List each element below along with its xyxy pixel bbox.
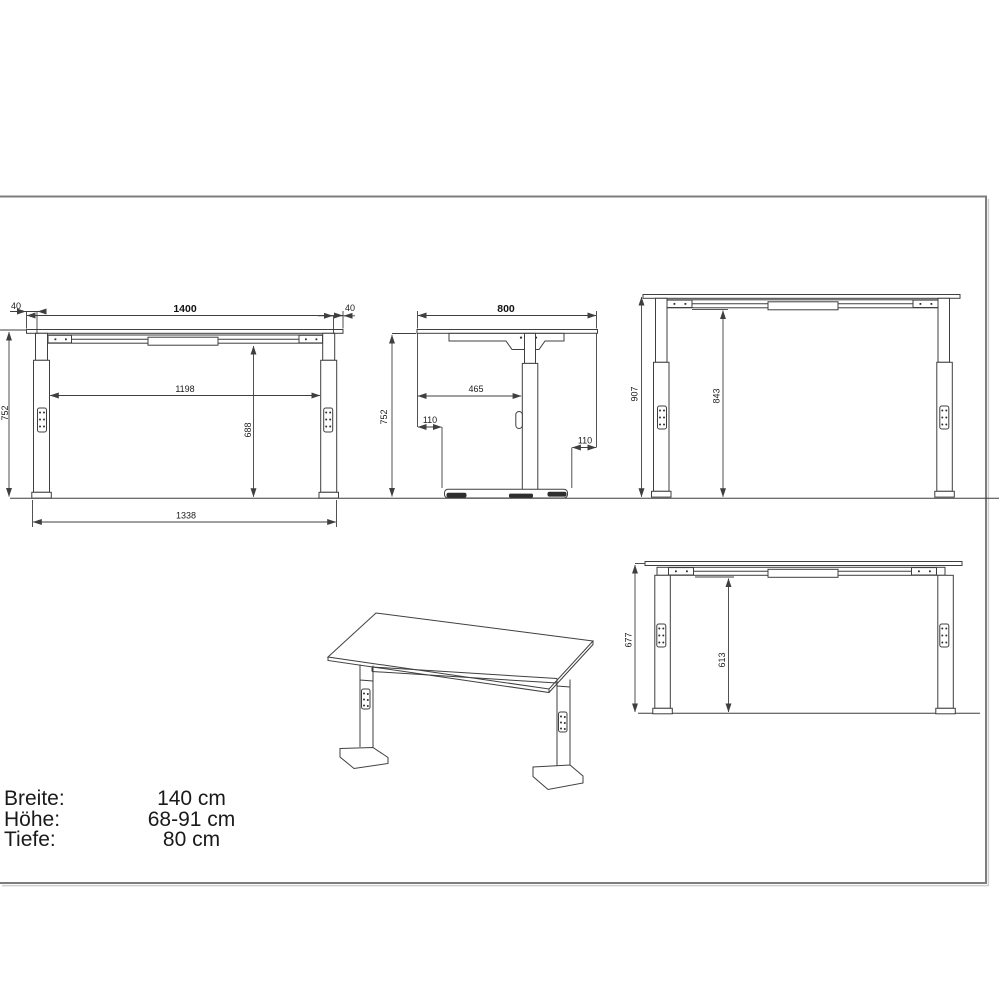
crank-handle [516, 412, 523, 429]
spec-row-hoehe [4, 807, 284, 831]
dim-label-overhang-left: 40 [10, 301, 22, 311]
dim-label-foot-inset-front: 110 [422, 415, 438, 425]
left-leg [652, 298, 672, 497]
dim-label-height: 752 [379, 409, 389, 425]
isometric-view [328, 613, 593, 790]
dim-label-inner-width: 1198 [175, 384, 195, 394]
side-view [379, 303, 598, 498]
spec-label: Breite: [4, 787, 65, 810]
frame-border [0, 196, 988, 887]
desk-top [645, 562, 962, 566]
left-leg [653, 575, 673, 714]
lowered-dimensions [624, 564, 735, 713]
raised-view [630, 295, 961, 498]
right-leg [935, 298, 955, 497]
dim-label-foot-span: 1338 [175, 510, 197, 521]
spec-row-tiefe [4, 830, 284, 851]
desk-top [643, 295, 960, 299]
dim-label-foot-inset-back: 110 [577, 435, 593, 446]
spec-table [4, 789, 284, 851]
dim-label-height-752: 752 [0, 405, 10, 421]
right-leg [319, 333, 339, 498]
spec-value: 68-91 cm [147, 807, 236, 831]
dim-label-raised-inner-height: 843 [711, 388, 722, 404]
spec-label: Tiefe: [4, 828, 56, 851]
spec-row-breite [4, 789, 284, 810]
desk-top [27, 330, 344, 334]
desk-top [417, 330, 598, 334]
left-leg [32, 333, 52, 498]
dim-label-top-offset: 465 [468, 384, 484, 394]
front-view [0, 301, 355, 527]
dim-label-overhang-right: 40 [344, 303, 356, 313]
dim-label-inner-height: 688 [243, 422, 253, 438]
lowered-view [624, 562, 981, 714]
dim-label-width-1400: 1400 [173, 303, 197, 315]
spec-value: 140 cm [157, 787, 226, 810]
right-leg [936, 575, 956, 714]
dim-label-lowered-height: 677 [623, 632, 634, 648]
dim-label-raised-height: 907 [629, 386, 640, 402]
dim-label-lowered-inner-height: 613 [717, 652, 727, 668]
spec-label: Höhe: [4, 807, 61, 831]
spec-value: 80 cm [162, 828, 221, 851]
dim-label-depth: 800 [497, 303, 515, 315]
raised-dimensions [630, 297, 729, 497]
